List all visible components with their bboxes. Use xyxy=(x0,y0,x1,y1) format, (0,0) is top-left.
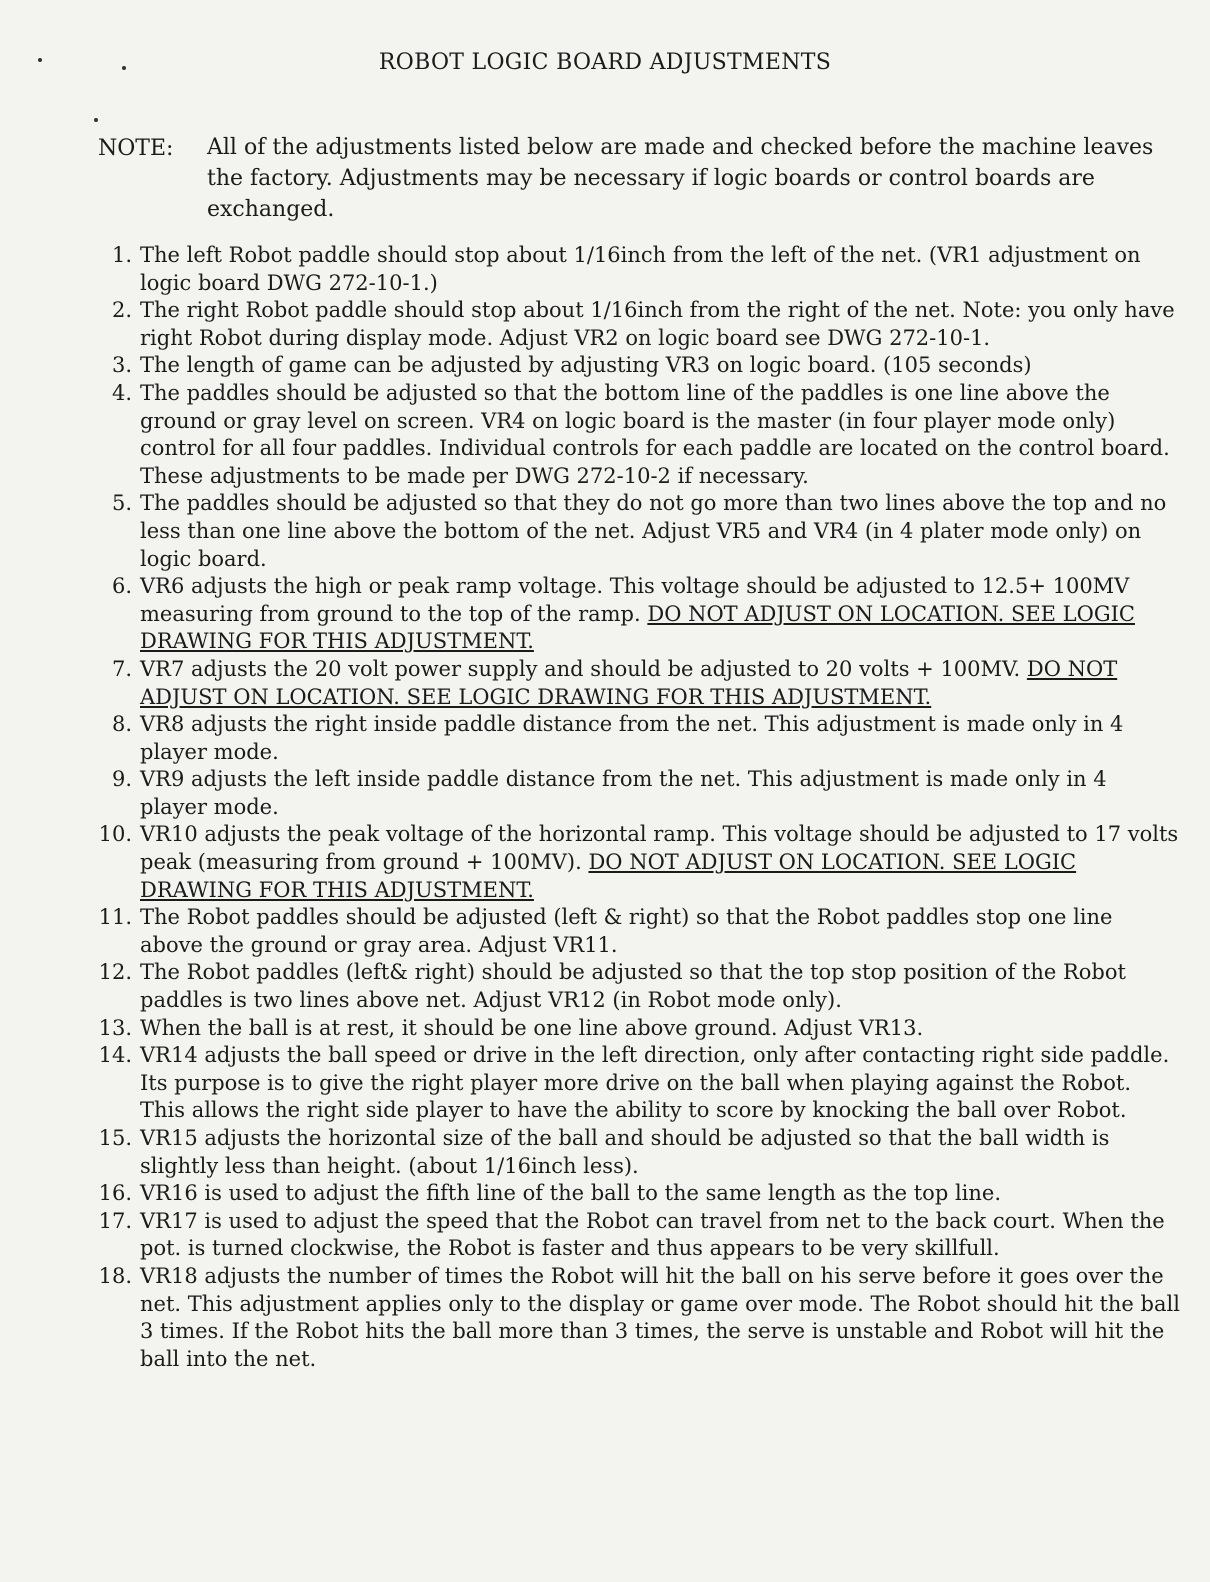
item-text: VR14 adjusts the ball speed or drive in the left direction, only after contacting right side paddle. Its purpose is to give the right player more drive on the ball when playing against the Robot. This allows the right side player to have the ability to score by knocking the ball over Robot. xyxy=(140,1043,1170,1123)
item-text: The paddles should be adjusted so that the bottom line of the paddles is one line above the ground or gray level on screen. VR4 on logic board is the master (in four player mode only) control for all four paddles. Individual controls for each paddle are located on the control board. These adjustments to be made per DWG 272-10-2 if necessary. xyxy=(140,380,1170,488)
adjustment-list xyxy=(90,242,1180,1373)
item-number: 18. xyxy=(98,1263,132,1288)
item-number: 15. xyxy=(98,1126,132,1150)
item-text: The paddles should be adjusted so that they do not go more than two lines above the top and no less than one line above the bottom of the net. Adjust VR5 and VR4 (in 4 plater mode only) on logic board. xyxy=(140,491,1167,571)
item-text: VR8 adjusts the right inside paddle distance from the net. This adjustment is made only in 4 player mode. xyxy=(140,712,1124,764)
item-warning: DO NOT ADJUST ON LOCATION. SEE LOGIC DRAWING FOR THIS ADJUSTMENT. xyxy=(140,656,1118,709)
item-number: 11. xyxy=(98,905,132,930)
item-number: 4. xyxy=(111,380,132,405)
item-number: 14. xyxy=(98,1043,132,1068)
list-item xyxy=(90,1042,1180,1125)
list-item xyxy=(90,573,1180,656)
item-warning: DO NOT ADJUST ON LOCATION. SEE LOGIC DRAWING FOR THIS ADJUSTMENT. xyxy=(140,850,1077,902)
item-body xyxy=(140,380,1180,490)
list-item xyxy=(90,766,1180,821)
item-number: 9. xyxy=(111,767,132,792)
item-number: 10. xyxy=(98,822,132,847)
item-text: VR16 is used to adjust the fifth line of the ball to the same length as the top line. xyxy=(140,1181,1001,1206)
item-body xyxy=(140,242,1180,297)
item-text: VR18 adjusts the number of times the Robot will hit the ball on his serve before it goes over the net. This adjustment applies only to the display or game over mode. The Robot should hit the ball 3 times. If the Robot hits the ball more than 3 times, the serve is unstable and Robot will hit the ball into the net. xyxy=(140,1263,1180,1371)
list-item xyxy=(90,1125,1180,1180)
item-body xyxy=(140,1042,1180,1125)
item-text: VR7 adjusts the 20 volt power supply and should be adjusted to 20 volts + 100MV. xyxy=(140,656,1021,681)
item-warning: DO NOT ADJUST ON LOCATION. SEE LOGIC DRAWING FOR THIS ADJUSTMENT. xyxy=(140,601,1135,654)
item-text: VR17 is used to adjust the speed that the Robot can travel from net to the back court. When the pot. is turned clockwise, the Robot is faster and thus appears to be very skillfull. xyxy=(140,1208,1165,1261)
item-number: 3. xyxy=(111,353,132,378)
list-item xyxy=(90,242,1180,297)
item-body xyxy=(140,1208,1180,1263)
item-body xyxy=(140,821,1180,904)
item-number: 16. xyxy=(98,1181,132,1206)
item-text: The left Robot paddle should stop about 1/16inch from the left of the net. (VR1 adjustment on logic board DWG 272-10-1.) xyxy=(140,243,1141,295)
item-body xyxy=(140,711,1180,766)
list-item xyxy=(90,821,1180,904)
item-text: VR10 adjusts the peak voltage of the horizontal ramp. This voltage should be adjusted to 17 volts peak (measuring from ground + 100MV). xyxy=(140,822,1179,875)
item-number: 17. xyxy=(98,1208,132,1233)
list-item xyxy=(90,297,1180,352)
item-body xyxy=(140,766,1180,821)
item-number: 5. xyxy=(111,491,132,516)
item-text: VR15 adjusts the horizontal size of the ball and should be adjusted so that the ball width is slightly less than height. (about 1/16inch less). xyxy=(140,1126,1110,1178)
item-body xyxy=(140,297,1180,352)
list-item xyxy=(90,490,1180,573)
list-item xyxy=(90,656,1180,711)
item-text: The Robot paddles should be adjusted (left & right) so that the Robot paddles stop one line above the ground or gray area. Adjust VR11. xyxy=(140,905,1113,957)
list-item xyxy=(90,380,1180,490)
scan-speck xyxy=(94,118,98,122)
note-text: All of the adjustments listed below are made and checked before the machine leaves the factory. Adjustments may be necessary if logic boards or control boards are exchanged. xyxy=(207,135,1154,222)
item-body xyxy=(140,1125,1180,1180)
list-item xyxy=(90,352,1180,380)
page-title: ROBOT LOGIC BOARD ADJUSTMENTS xyxy=(378,50,832,75)
item-text: The right Robot paddle should stop about 1/16inch from the right of the net. Note: you only have right Robot during display mode. Adjust VR2 on logic board see DWG 272-10-1. xyxy=(140,298,1175,350)
item-body xyxy=(140,656,1180,711)
item-text: When the ball is at rest, it should be one line above ground. Adjust VR13. xyxy=(140,1015,924,1040)
item-number: 8. xyxy=(111,712,132,737)
item-number: 13. xyxy=(98,1015,132,1040)
list-item xyxy=(90,904,1180,959)
item-body xyxy=(140,573,1180,656)
item-text: The Robot paddles (left& right) should be adjusted so that the top stop position of the Robot paddles is two lines above net. Adjust VR12 (in Robot mode only). xyxy=(140,960,1126,1013)
item-body xyxy=(140,1180,1180,1208)
note-label: NOTE: xyxy=(98,136,174,161)
item-text: VR9 adjusts the left inside paddle distance from the net. This adjustment is made only in 4 player mode. xyxy=(140,767,1107,819)
list-item xyxy=(90,959,1180,1014)
list-item xyxy=(90,711,1180,766)
list-item xyxy=(90,1208,1180,1263)
item-number: 6. xyxy=(111,574,132,599)
item-body xyxy=(140,1015,1180,1043)
item-number: 2. xyxy=(111,298,132,323)
item-number: 1. xyxy=(111,243,132,267)
item-body xyxy=(140,490,1180,573)
item-body xyxy=(140,959,1180,1014)
item-body xyxy=(140,904,1180,959)
item-text: VR6 adjusts the high or peak ramp voltage. This voltage should be adjusted to 12.5+ 100MV measuring from ground to the top of the ramp. xyxy=(140,574,1130,626)
list-item xyxy=(90,1263,1180,1373)
item-body xyxy=(140,352,1180,380)
item-body xyxy=(140,1263,1180,1373)
item-number: 7. xyxy=(111,656,132,681)
item-text: The length of game can be adjusted by adjusting VR3 on logic board. (105 seconds) xyxy=(140,353,1032,378)
list-item xyxy=(90,1015,1180,1043)
item-number: 12. xyxy=(98,960,132,985)
list-item xyxy=(90,1180,1180,1208)
